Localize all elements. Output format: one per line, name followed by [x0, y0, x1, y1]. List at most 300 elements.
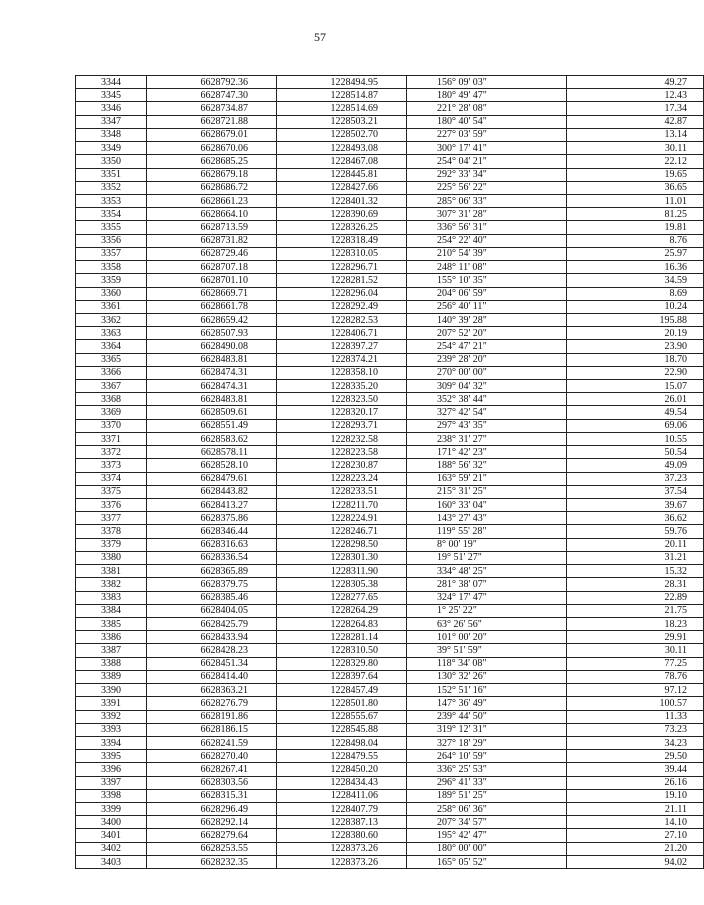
coordinates-table	[75, 75, 704, 869]
y-coordinate-cell: 1228501.80	[277, 697, 407, 710]
point-number-cell: 3356	[76, 234, 147, 247]
distance-cell: 8.69	[567, 287, 704, 300]
table-row	[76, 419, 704, 432]
x-coordinate-cell: 6628267.41	[147, 763, 277, 776]
y-coordinate-cell: 1228223.24	[277, 472, 407, 485]
x-coordinate-cell: 6628413.27	[147, 499, 277, 512]
table-row	[76, 459, 704, 472]
bearing-cell: 63° 26' 56"	[407, 617, 567, 630]
bearing-cell: 238° 31' 27"	[407, 432, 567, 445]
table-row	[76, 763, 704, 776]
point-number-cell: 3392	[76, 710, 147, 723]
coordinates-table-body	[76, 76, 704, 869]
point-number-cell: 3397	[76, 776, 147, 789]
distance-cell: 23.90	[567, 340, 704, 353]
point-number-cell: 3383	[76, 591, 147, 604]
table-row	[76, 697, 704, 710]
point-number-cell: 3402	[76, 842, 147, 855]
distance-cell: 22.89	[567, 591, 704, 604]
point-number-cell: 3375	[76, 485, 147, 498]
bearing-cell: 336° 56' 31"	[407, 221, 567, 234]
bearing-cell: 130° 32' 26"	[407, 670, 567, 683]
y-coordinate-cell: 1228224.91	[277, 512, 407, 525]
table-row	[76, 789, 704, 802]
table-row	[76, 406, 704, 419]
x-coordinate-cell: 6628509.61	[147, 406, 277, 419]
table-row	[76, 723, 704, 736]
y-coordinate-cell: 1228411.06	[277, 789, 407, 802]
bearing-cell: 188° 56' 32"	[407, 459, 567, 472]
bearing-cell: 254° 22' 40"	[407, 234, 567, 247]
x-coordinate-cell: 6628414.40	[147, 670, 277, 683]
bearing-cell: 195° 42' 47"	[407, 829, 567, 842]
bearing-cell: 254° 47' 21"	[407, 340, 567, 353]
point-number-cell: 3370	[76, 419, 147, 432]
table-row	[76, 287, 704, 300]
bearing-cell: 334° 48' 25"	[407, 565, 567, 578]
x-coordinate-cell: 6628270.40	[147, 750, 277, 763]
table-row	[76, 340, 704, 353]
y-coordinate-cell: 1228311.90	[277, 565, 407, 578]
bearing-cell: 147° 36' 49"	[407, 697, 567, 710]
x-coordinate-cell: 6628701.10	[147, 274, 277, 287]
distance-cell: 31.21	[567, 551, 704, 564]
y-coordinate-cell: 1228296.04	[277, 287, 407, 300]
table-row	[76, 353, 704, 366]
y-coordinate-cell: 1228301.30	[277, 551, 407, 564]
point-number-cell: 3349	[76, 142, 147, 155]
table-row	[76, 128, 704, 141]
bearing-cell: 140° 39' 28"	[407, 313, 567, 326]
table-row	[76, 538, 704, 551]
y-coordinate-cell: 1228281.52	[277, 274, 407, 287]
distance-cell: 29.91	[567, 631, 704, 644]
distance-cell: 78.76	[567, 670, 704, 683]
x-coordinate-cell: 6628679.18	[147, 168, 277, 181]
bearing-cell: 225° 56' 22"	[407, 181, 567, 194]
distance-cell: 28.31	[567, 578, 704, 591]
table-row	[76, 115, 704, 128]
distance-cell: 12.43	[567, 89, 704, 102]
distance-cell: 14.10	[567, 816, 704, 829]
x-coordinate-cell: 6628729.46	[147, 247, 277, 260]
distance-cell: 19.81	[567, 221, 704, 234]
table-row	[76, 181, 704, 194]
distance-cell: 25.97	[567, 247, 704, 260]
distance-cell: 73.23	[567, 723, 704, 736]
point-number-cell: 3373	[76, 459, 147, 472]
distance-cell: 77.25	[567, 657, 704, 670]
table-row	[76, 591, 704, 604]
point-number-cell: 3382	[76, 578, 147, 591]
bearing-cell: 101° 00' 20"	[407, 631, 567, 644]
point-number-cell: 3348	[76, 128, 147, 141]
y-coordinate-cell: 1228397.27	[277, 340, 407, 353]
bearing-cell: 281° 38' 07"	[407, 578, 567, 591]
bearing-cell: 336° 25' 53"	[407, 763, 567, 776]
point-number-cell: 3400	[76, 816, 147, 829]
y-coordinate-cell: 1228555.67	[277, 710, 407, 723]
bearing-cell: 207° 52' 20"	[407, 327, 567, 340]
y-coordinate-cell: 1228323.50	[277, 393, 407, 406]
x-coordinate-cell: 6628578.11	[147, 446, 277, 459]
distance-cell: 15.32	[567, 565, 704, 578]
bearing-cell: 327° 18' 29"	[407, 736, 567, 749]
bearing-cell: 180° 00' 00"	[407, 842, 567, 855]
y-coordinate-cell: 1228374.21	[277, 353, 407, 366]
y-coordinate-cell: 1228503.21	[277, 115, 407, 128]
point-number-cell: 3376	[76, 499, 147, 512]
x-coordinate-cell: 6628451.34	[147, 657, 277, 670]
point-number-cell: 3398	[76, 789, 147, 802]
distance-cell: 94.02	[567, 855, 704, 868]
table-row	[76, 512, 704, 525]
table-row	[76, 670, 704, 683]
bearing-cell: 207° 34' 57"	[407, 816, 567, 829]
bearing-cell: 296° 41' 33"	[407, 776, 567, 789]
bearing-cell: 292° 33' 34"	[407, 168, 567, 181]
x-coordinate-cell: 6628661.78	[147, 300, 277, 313]
bearing-cell: 119° 55' 28"	[407, 525, 567, 538]
bearing-cell: 160° 33' 04"	[407, 499, 567, 512]
distance-cell: 11.01	[567, 194, 704, 207]
point-number-cell: 3362	[76, 313, 147, 326]
y-coordinate-cell: 1228298.50	[277, 538, 407, 551]
table-row	[76, 155, 704, 168]
point-number-cell: 3395	[76, 750, 147, 763]
x-coordinate-cell: 6628191.86	[147, 710, 277, 723]
y-coordinate-cell: 1228390.69	[277, 208, 407, 221]
page-number: 57	[314, 30, 326, 44]
bearing-cell: 254° 04' 21"	[407, 155, 567, 168]
bearing-cell: 143° 27' 43"	[407, 512, 567, 525]
x-coordinate-cell: 6628292.14	[147, 816, 277, 829]
distance-cell: 36.65	[567, 181, 704, 194]
y-coordinate-cell: 1228380.60	[277, 829, 407, 842]
distance-cell: 20.11	[567, 538, 704, 551]
x-coordinate-cell: 6628433.94	[147, 631, 277, 644]
distance-cell: 10.55	[567, 432, 704, 445]
distance-cell: 17.34	[567, 102, 704, 115]
x-coordinate-cell: 6628583.62	[147, 432, 277, 445]
y-coordinate-cell: 1228358.10	[277, 366, 407, 379]
bearing-cell: 300° 17' 41"	[407, 142, 567, 155]
y-coordinate-cell: 1228494.95	[277, 76, 407, 89]
point-number-cell: 3345	[76, 89, 147, 102]
point-number-cell: 3386	[76, 631, 147, 644]
distance-cell: 39.67	[567, 499, 704, 512]
distance-cell: 22.12	[567, 155, 704, 168]
bearing-cell: 1° 25' 22"	[407, 604, 567, 617]
table-row	[76, 617, 704, 630]
distance-cell: 18.23	[567, 617, 704, 630]
table-row	[76, 842, 704, 855]
point-number-cell: 3379	[76, 538, 147, 551]
point-number-cell: 3361	[76, 300, 147, 313]
distance-cell: 34.23	[567, 736, 704, 749]
y-coordinate-cell: 1228318.49	[277, 234, 407, 247]
table-row	[76, 142, 704, 155]
bearing-cell: 165° 05' 52"	[407, 855, 567, 868]
x-coordinate-cell: 6628404.05	[147, 604, 277, 617]
y-coordinate-cell: 1228211.70	[277, 499, 407, 512]
point-number-cell: 3371	[76, 432, 147, 445]
y-coordinate-cell: 1228232.58	[277, 432, 407, 445]
distance-cell: 22.90	[567, 366, 704, 379]
table-row	[76, 684, 704, 697]
table-row	[76, 261, 704, 274]
x-coordinate-cell: 6628528.10	[147, 459, 277, 472]
distance-cell: 97.12	[567, 684, 704, 697]
y-coordinate-cell: 1228282.53	[277, 313, 407, 326]
x-coordinate-cell: 6628479.61	[147, 472, 277, 485]
bearing-cell: 163° 59' 21"	[407, 472, 567, 485]
table-row	[76, 803, 704, 816]
y-coordinate-cell: 1228407.79	[277, 803, 407, 816]
table-row	[76, 327, 704, 340]
bearing-cell: 297° 43' 35"	[407, 419, 567, 432]
point-number-cell: 3352	[76, 181, 147, 194]
point-number-cell: 3390	[76, 684, 147, 697]
x-coordinate-cell: 6628474.31	[147, 380, 277, 393]
y-coordinate-cell: 1228335.20	[277, 380, 407, 393]
point-number-cell: 3363	[76, 327, 147, 340]
y-coordinate-cell: 1228545.88	[277, 723, 407, 736]
y-coordinate-cell: 1228264.83	[277, 617, 407, 630]
table-row	[76, 432, 704, 445]
table-row	[76, 565, 704, 578]
table-row	[76, 657, 704, 670]
distance-cell: 81.25	[567, 208, 704, 221]
point-number-cell: 3346	[76, 102, 147, 115]
table-row	[76, 247, 704, 260]
point-number-cell: 3381	[76, 565, 147, 578]
distance-cell: 100.57	[567, 697, 704, 710]
point-number-cell: 3359	[76, 274, 147, 287]
distance-cell: 21.11	[567, 803, 704, 816]
point-number-cell: 3367	[76, 380, 147, 393]
x-coordinate-cell: 6628474.31	[147, 366, 277, 379]
distance-cell: 59.76	[567, 525, 704, 538]
bearing-cell: 319° 12' 31"	[407, 723, 567, 736]
point-number-cell: 3378	[76, 525, 147, 538]
y-coordinate-cell: 1228514.87	[277, 89, 407, 102]
bearing-cell: 180° 40' 54"	[407, 115, 567, 128]
distance-cell: 30.11	[567, 644, 704, 657]
point-number-cell: 3384	[76, 604, 147, 617]
distance-cell: 26.16	[567, 776, 704, 789]
x-coordinate-cell: 6628279.64	[147, 829, 277, 842]
x-coordinate-cell: 6628747.30	[147, 89, 277, 102]
point-number-cell: 3396	[76, 763, 147, 776]
x-coordinate-cell: 6628792.36	[147, 76, 277, 89]
x-coordinate-cell: 6628661.23	[147, 194, 277, 207]
y-coordinate-cell: 1228498.04	[277, 736, 407, 749]
table-row	[76, 631, 704, 644]
x-coordinate-cell: 6628670.06	[147, 142, 277, 155]
point-number-cell: 3365	[76, 353, 147, 366]
bearing-cell: 227° 03' 59"	[407, 128, 567, 141]
table-row	[76, 221, 704, 234]
point-number-cell: 3351	[76, 168, 147, 181]
bearing-cell: 118° 34' 08"	[407, 657, 567, 670]
x-coordinate-cell: 6628346.44	[147, 525, 277, 538]
distance-cell: 42.87	[567, 115, 704, 128]
bearing-cell: 352° 38' 44"	[407, 393, 567, 406]
table-row	[76, 168, 704, 181]
distance-cell: 37.23	[567, 472, 704, 485]
y-coordinate-cell: 1228406.71	[277, 327, 407, 340]
y-coordinate-cell: 1228233.51	[277, 485, 407, 498]
table-row	[76, 194, 704, 207]
x-coordinate-cell: 6628316.63	[147, 538, 277, 551]
table-row	[76, 313, 704, 326]
point-number-cell: 3385	[76, 617, 147, 630]
x-coordinate-cell: 6628186.15	[147, 723, 277, 736]
bearing-cell: 171° 42' 23"	[407, 446, 567, 459]
point-number-cell: 3374	[76, 472, 147, 485]
table-row	[76, 472, 704, 485]
y-coordinate-cell: 1228281.14	[277, 631, 407, 644]
y-coordinate-cell: 1228493.08	[277, 142, 407, 155]
distance-cell: 69.06	[567, 419, 704, 432]
point-number-cell: 3364	[76, 340, 147, 353]
y-coordinate-cell: 1228479.55	[277, 750, 407, 763]
bearing-cell: 248° 11' 08"	[407, 261, 567, 274]
y-coordinate-cell: 1228277.65	[277, 591, 407, 604]
distance-cell: 21.75	[567, 604, 704, 617]
x-coordinate-cell: 6628686.72	[147, 181, 277, 194]
x-coordinate-cell: 6628551.49	[147, 419, 277, 432]
bearing-cell: 239° 44' 50"	[407, 710, 567, 723]
x-coordinate-cell: 6628375.86	[147, 512, 277, 525]
point-number-cell: 3347	[76, 115, 147, 128]
y-coordinate-cell: 1228373.26	[277, 855, 407, 868]
distance-cell: 49.09	[567, 459, 704, 472]
table-row	[76, 644, 704, 657]
distance-cell: 16.36	[567, 261, 704, 274]
table-row	[76, 736, 704, 749]
bearing-cell: 324° 17' 47"	[407, 591, 567, 604]
bearing-cell: 8° 00' 19"	[407, 538, 567, 551]
bearing-cell: 180° 49' 47"	[407, 89, 567, 102]
bearing-cell: 189° 51' 25"	[407, 789, 567, 802]
table-row	[76, 76, 704, 89]
distance-cell: 18.70	[567, 353, 704, 366]
table-row	[76, 102, 704, 115]
bearing-cell: 256° 40' 11"	[407, 300, 567, 313]
distance-cell: 30.11	[567, 142, 704, 155]
point-number-cell: 3399	[76, 803, 147, 816]
point-number-cell: 3394	[76, 736, 147, 749]
point-number-cell: 3387	[76, 644, 147, 657]
bearing-cell: 204° 06' 59"	[407, 287, 567, 300]
y-coordinate-cell: 1228320.17	[277, 406, 407, 419]
distance-cell: 20.19	[567, 327, 704, 340]
x-coordinate-cell: 6628507.93	[147, 327, 277, 340]
bearing-cell: 156° 09' 03"	[407, 76, 567, 89]
table-row	[76, 604, 704, 617]
table-row	[76, 816, 704, 829]
distance-cell: 36.62	[567, 512, 704, 525]
bearing-cell: 155° 10' 35"	[407, 274, 567, 287]
x-coordinate-cell: 6628734.87	[147, 102, 277, 115]
table-row	[76, 446, 704, 459]
point-number-cell: 3355	[76, 221, 147, 234]
distance-cell: 8.76	[567, 234, 704, 247]
y-coordinate-cell: 1228467.08	[277, 155, 407, 168]
bearing-cell: 309° 04' 32"	[407, 380, 567, 393]
table-row	[76, 710, 704, 723]
distance-cell: 11.33	[567, 710, 704, 723]
x-coordinate-cell: 6628659.42	[147, 313, 277, 326]
distance-cell: 29.50	[567, 750, 704, 763]
table-row	[76, 300, 704, 313]
x-coordinate-cell: 6628232.35	[147, 855, 277, 868]
table-row	[76, 234, 704, 247]
x-coordinate-cell: 6628490.08	[147, 340, 277, 353]
x-coordinate-cell: 6628276.79	[147, 697, 277, 710]
x-coordinate-cell: 6628379.75	[147, 578, 277, 591]
x-coordinate-cell: 6628483.81	[147, 353, 277, 366]
x-coordinate-cell: 6628303.56	[147, 776, 277, 789]
x-coordinate-cell: 6628707.18	[147, 261, 277, 274]
point-number-cell: 3391	[76, 697, 147, 710]
distance-cell: 10.24	[567, 300, 704, 313]
distance-cell: 195.88	[567, 313, 704, 326]
point-number-cell: 3357	[76, 247, 147, 260]
bearing-cell: 285° 06' 33"	[407, 194, 567, 207]
point-number-cell: 3353	[76, 194, 147, 207]
point-number-cell: 3403	[76, 855, 147, 868]
distance-cell: 49.54	[567, 406, 704, 419]
y-coordinate-cell: 1228296.71	[277, 261, 407, 274]
distance-cell: 39.44	[567, 763, 704, 776]
y-coordinate-cell: 1228246.71	[277, 525, 407, 538]
point-number-cell: 3360	[76, 287, 147, 300]
y-coordinate-cell: 1228326.25	[277, 221, 407, 234]
table-row	[76, 393, 704, 406]
y-coordinate-cell: 1228502.70	[277, 128, 407, 141]
distance-cell: 27.10	[567, 829, 704, 842]
x-coordinate-cell: 6628363.21	[147, 684, 277, 697]
y-coordinate-cell: 1228427.66	[277, 181, 407, 194]
table-row	[76, 829, 704, 842]
x-coordinate-cell: 6628385.46	[147, 591, 277, 604]
point-number-cell: 3358	[76, 261, 147, 274]
table-row	[76, 578, 704, 591]
y-coordinate-cell: 1228397.64	[277, 670, 407, 683]
distance-cell: 19.10	[567, 789, 704, 802]
y-coordinate-cell: 1228264.29	[277, 604, 407, 617]
y-coordinate-cell: 1228457.49	[277, 684, 407, 697]
point-number-cell: 3393	[76, 723, 147, 736]
bearing-cell: 152° 51' 16"	[407, 684, 567, 697]
x-coordinate-cell: 6628296.49	[147, 803, 277, 816]
x-coordinate-cell: 6628685.25	[147, 155, 277, 168]
table-row	[76, 750, 704, 763]
bearing-cell: 270° 00' 00"	[407, 366, 567, 379]
point-number-cell: 3372	[76, 446, 147, 459]
y-coordinate-cell: 1228329.80	[277, 657, 407, 670]
y-coordinate-cell: 1228305.38	[277, 578, 407, 591]
x-coordinate-cell: 6628664.10	[147, 208, 277, 221]
table-row	[76, 366, 704, 379]
point-number-cell: 3350	[76, 155, 147, 168]
bearing-cell: 210° 54' 39"	[407, 247, 567, 260]
x-coordinate-cell: 6628241.59	[147, 736, 277, 749]
bearing-cell: 307° 31' 28"	[407, 208, 567, 221]
